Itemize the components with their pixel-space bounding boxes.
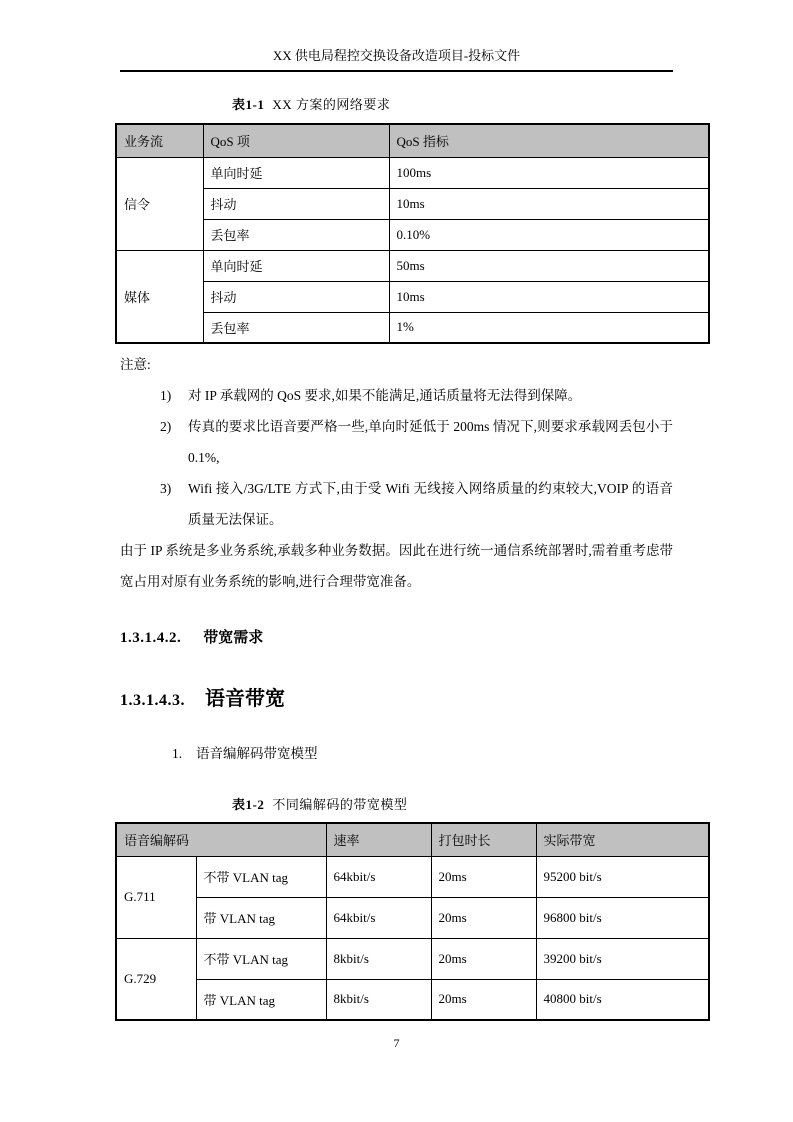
note-text: Wifi 接入/3G/LTE 方式下,由于受 Wifi 无线接入网络质量的约束较大,VOIP 的语音质量无法保证。 — [188, 481, 673, 527]
table1-caption-label: 表1-1 — [232, 97, 265, 112]
heading-voice-bandwidth — [120, 682, 793, 711]
group-cell-media: 媒体 — [116, 250, 203, 343]
cell-qos-item: 抖动 — [203, 281, 389, 312]
heading-number: 1.3.1.4.3. — [120, 692, 185, 709]
note-marker: 3) — [160, 481, 172, 496]
cell-actual-bandwidth: 40800 bit/s — [536, 979, 709, 1020]
codec-cell-g711: G.711 — [116, 856, 196, 938]
cell-vlan-variant: 不带 VLAN tag — [196, 856, 326, 897]
table-header-row — [116, 124, 709, 157]
cell-qos-item: 单向时延 — [203, 157, 389, 188]
body-paragraph: 由于 IP 系统是多业务系统,承载多种业务数据。因此在进行统一通信系统部署时,需着重考虑带宽占用对原有业务系统的影响,进行合理带宽准备。 — [120, 543, 673, 589]
note-item-3 — [120, 473, 673, 535]
cell-rate: 8kbit/s — [326, 938, 431, 979]
column-header-actual-bandwidth: 实际带宽 — [536, 823, 709, 856]
table-row — [116, 856, 709, 897]
table-row — [116, 938, 709, 979]
cell-vlan-variant: 带 VLAN tag — [196, 897, 326, 938]
cell-rate: 64kbit/s — [326, 856, 431, 897]
page-header — [120, 45, 673, 72]
cell-qos-metric: 10ms — [389, 281, 709, 312]
cell-qos-metric: 50ms — [389, 250, 709, 281]
table1-caption — [232, 94, 793, 113]
table-row — [116, 979, 709, 1020]
column-header-codec: 语音编解码 — [116, 823, 326, 856]
page-number: 7 — [393, 1036, 400, 1050]
cell-qos-metric: 1% — [389, 312, 709, 343]
table2-caption — [232, 794, 793, 813]
table-row — [116, 281, 709, 312]
note-marker: 2) — [160, 419, 172, 434]
table-row — [116, 250, 709, 281]
table2-caption-text: 不同编解码的带宽模型 — [272, 797, 408, 812]
cell-qos-item: 单向时延 — [203, 250, 389, 281]
table-row — [116, 312, 709, 343]
heading-title: 带宽需求 — [203, 630, 264, 646]
table-row — [116, 188, 709, 219]
list-text: 语音编解码带宽模型 — [196, 746, 318, 761]
group-cell-signaling: 信令 — [116, 157, 203, 250]
codec-bandwidth-table — [115, 822, 710, 1021]
note-text: 对 IP 承载网的 QoS 要求,如果不能满足,通话质量将无法得到保障。 — [188, 388, 582, 403]
notes-label: 注意: — [120, 357, 151, 372]
column-header-packet-duration: 打包时长 — [431, 823, 536, 856]
heading-title: 语音带宽 — [205, 688, 285, 710]
column-header-service-flow: 业务流 — [116, 124, 203, 157]
codec-cell-g729: G.729 — [116, 938, 196, 1020]
column-header-qos-item: QoS 项 — [203, 124, 389, 157]
page-header-title: XX 供电局程控交换设备改造项目-投标文件 — [272, 48, 521, 63]
table-header-row — [116, 823, 709, 856]
cell-qos-metric: 0.10% — [389, 219, 709, 250]
note-item-2 — [120, 411, 673, 473]
cell-qos-metric: 10ms — [389, 188, 709, 219]
note-item-1 — [120, 380, 673, 411]
note-marker: 1) — [160, 388, 172, 403]
table2-caption-label: 表1-2 — [232, 797, 265, 812]
cell-qos-item: 抖动 — [203, 188, 389, 219]
column-header-rate: 速率 — [326, 823, 431, 856]
cell-packet-duration: 20ms — [431, 897, 536, 938]
cell-rate: 64kbit/s — [326, 897, 431, 938]
cell-packet-duration: 20ms — [431, 856, 536, 897]
cell-qos-item: 丢包率 — [203, 219, 389, 250]
codec-model-list-item — [120, 744, 673, 764]
note-text: 传真的要求比语音要严格一些,单向时延低于 200ms 情况下,则要求承载网丢包小于 0.1%, — [188, 419, 673, 465]
table1-caption-text: XX 方案的网络要求 — [272, 97, 391, 112]
table-row — [116, 219, 709, 250]
cell-vlan-variant: 带 VLAN tag — [196, 979, 326, 1020]
table-row — [116, 157, 709, 188]
column-header-qos-metric: QoS 指标 — [389, 124, 709, 157]
cell-vlan-variant: 不带 VLAN tag — [196, 938, 326, 979]
cell-actual-bandwidth: 39200 bit/s — [536, 938, 709, 979]
cell-qos-metric: 100ms — [389, 157, 709, 188]
cell-rate: 8kbit/s — [326, 979, 431, 1020]
cell-packet-duration: 20ms — [431, 979, 536, 1020]
qos-requirements-table — [115, 123, 710, 344]
heading-number: 1.3.1.4.2. — [120, 630, 182, 646]
cell-actual-bandwidth: 96800 bit/s — [536, 897, 709, 938]
cell-packet-duration: 20ms — [431, 938, 536, 979]
cell-qos-item: 丢包率 — [203, 312, 389, 343]
heading-bandwidth-requirements — [120, 626, 793, 647]
cell-actual-bandwidth: 95200 bit/s — [536, 856, 709, 897]
table-row — [116, 897, 709, 938]
list-marker: 1. — [172, 746, 183, 761]
